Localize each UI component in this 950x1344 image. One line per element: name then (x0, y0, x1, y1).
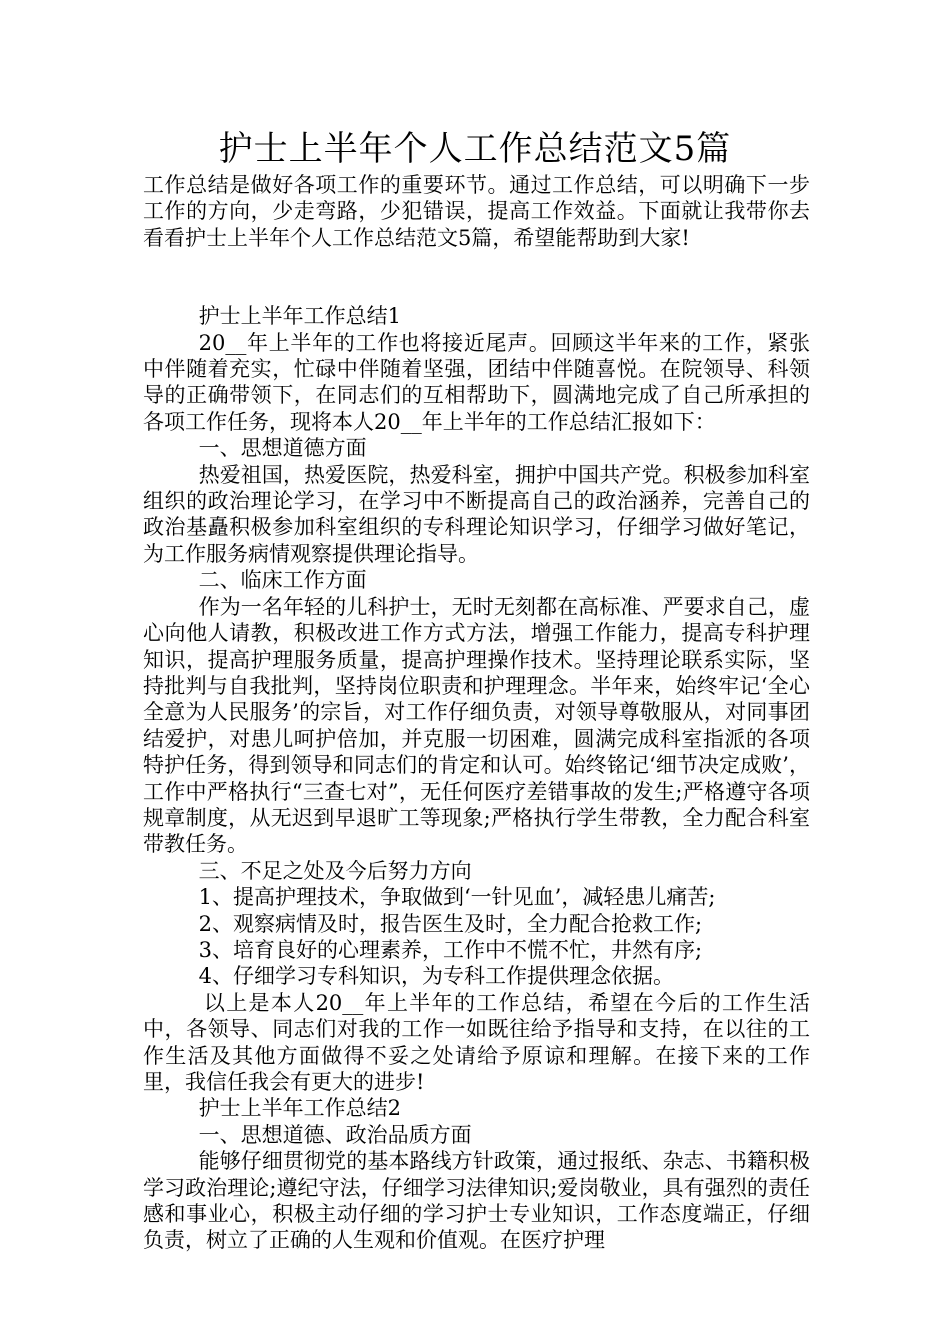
paragraph-spacer (143, 251, 810, 303)
paragraph: 20__年上半年的工作也将接近尾声。回顾这半年来的工作，紧张中伴随着充实，忙碌中伴随着坚强，团结中伴随喜悦。在院领导、科领导的正确带领下，在同志们的互相帮助下，圆满地完成了自己所承担的各项工作任务，现将本人20__年上半年的工作总结汇报如下： (143, 330, 810, 434)
paragraph: 能够仔细贯彻党的基本路线方针政策，通过报纸、杂志、书籍积极学习政治理论;遵纪守法，仔细学习法律知识;爱岗敬业，具有强烈的责任感和事业心，积极主动仔细的学习护士专业知识，工作态度端正，仔细负责，树立了正确的人生观和价值观。在医疗护理 (143, 1149, 810, 1253)
section-heading: 一、思想道德方面 (198, 436, 367, 461)
intro-paragraph: 工作总结是做好各项工作的重要环节。通过工作总结，可以明确下一步工作的方向，少走弯路，少犯错误，提高工作效益。下面就让我带你去看看护士上半年个人工作总结范文5篇，希望能帮助到大家! (143, 173, 810, 250)
section-heading-summary-2: 护士上半年工作总结2 (198, 1096, 402, 1121)
section-heading: 二、临床工作方面 (198, 568, 367, 593)
section-heading: 三、不足之处及今后努力方向 (198, 858, 472, 883)
document-title: 护士上半年个人工作总结范文5篇 (218, 129, 732, 169)
list-item: 4、仔细学习专科知识，为专科工作提供理念依据。 (198, 964, 674, 989)
document-body (143, 172, 810, 1254)
paragraph: 作为一名年轻的儿科护士，无时无刻都在高标准、严要求自己，虚心向他人请教，积极改进工作方式方法，增强工作能力，提高专科护理知识，提高护理服务质量，提高护理操作技术。坚持理论联系实际，坚持批判与自我批判，坚持岗位职责和护理理念。半年来，始终牢记‘全心全意为人民服务’的宗旨，对工作仔细负责，对领导尊敬服从，对同事团结爱护，对患儿呵护倍加，并克服一切困难，圆满完成科室指派的各项特护任务，得到领导和同志们的肯定和认可。始终铭记‘细节决定成败’，工作中严格执行“三查七对”，无任何医疗差错事故的发生;严格遵守各项规章制度，从无迟到早退旷工等现象;严格执行学生带教，全力配合科室带教任务。 (143, 594, 810, 857)
section-heading-summary-1: 护士上半年工作总结1 (198, 304, 402, 329)
paragraph: 以上是本人20__年上半年的工作总结，希望在今后的工作生活中，各领导、同志们对我的工作一如既往给予指导和支持，在以往的工作生活及其他方面做得不妥之处请给予原谅和理解。在接下来的工作里，我信任我会有更大的进步! (143, 990, 810, 1094)
paragraph: 热爱祖国，热爱医院，热爱科室，拥护中国共产党。积极参加科室组织的政治理论学习，在学习中不断提高自己的政治涵养，完善自己的政治基矗积极参加科室组织的专科理论知识学习，仔细学习做好笔记，为工作服务病情观察提供理论指导。 (143, 462, 810, 566)
section-heading: 一、思想道德、政治品质方面 (198, 1122, 472, 1147)
list-item: 2、观察病情及时，报告医生及时，全力配合抢救工作; (198, 911, 703, 936)
list-item: 1、提高护理技术，争取做到‘一针见血’，减轻患儿痛苦; (198, 885, 716, 910)
list-item: 3、培育良好的心理素养，工作中不慌不忙，井然有序; (198, 937, 703, 962)
